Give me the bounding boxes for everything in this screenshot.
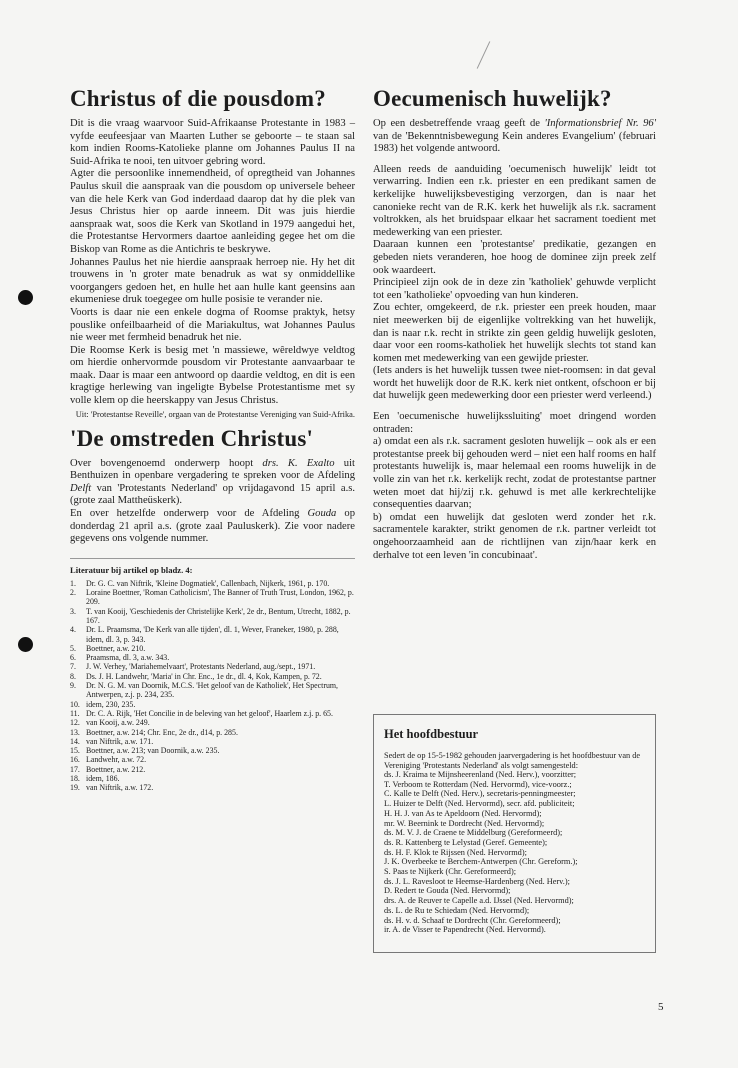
punch-hole-top [18, 290, 33, 305]
literature-item [70, 765, 355, 774]
box-intro: Sedert de op 15-5-1982 gehouden jaarvergadering is het hoofdbestuur van de Vereniging 'Protestants Nederland' als volgt samengesteld: [384, 751, 641, 770]
literature-item-number: 17. [70, 764, 80, 774]
board-member: T. Verboom te Rotterdam (Ned. Hervormd), vice-voorz.; [384, 779, 572, 789]
literature-item-text: Dr. N. G. M. van Doornik, M.C.S. 'Het geloof van de Katholiek', Het Spectrum, Antwerpen, z.j. p. 234, 235. [86, 681, 339, 700]
literature-item-text: van Niftrik, a.w. 171. [86, 736, 154, 746]
literature-item [70, 746, 355, 755]
board-member: ds. J. L. Ravesloot te Heemse-Hardenberg (Ned. Herv.); [384, 876, 570, 886]
literature-item-text: Praamsma, dl. 3, a.w. 343. [86, 653, 170, 663]
article-paragraph: Johannes Paulus het nie hierdie aanspraak herroep nie. Hy het dit trouwens in 'n groter mate benadruk as wat sy onmiddellike voorgangers gedoen het, en hulle het aan hulle kant geensins aan ekumeniese druk toegegee om hulle posisie te verander nie. [70, 256, 355, 306]
literature-item-text: Boettner, a.w. 212. [86, 764, 146, 774]
board-member: ds. H. F. Klok te Rijssen (Ned. Hervormd); [384, 847, 527, 857]
article-paragraph: Dit is die vraag waarvoor Suid-Afrikaanse Protestante in 1983 – vyfde eeufeesjaar van Maarten Luther se geboorte – te staan sal kom indien Rooms-Katolieke planne om Johannes Paulus II na Suid-Afrika te nooi, ten uitvoer gebring word. [70, 118, 355, 167]
board-member: C. Kalle te Delft (Ned. Herv.), secretaris-penningmeester; [384, 789, 576, 799]
literature-item-number: 5. [70, 643, 76, 653]
literature-item-text: Boettner, a.w. 210. [86, 643, 146, 653]
literature-item-number: 11. [70, 708, 80, 718]
literature-item-number: 18. [70, 774, 80, 784]
literature-item [70, 607, 355, 626]
board-member: drs. A. de Reuver te Capelle a.d. IJssel (Ned. Hervormd); [384, 896, 574, 906]
literature-item-number: 12. [70, 718, 80, 728]
literature-item-number: 9. [70, 681, 76, 691]
literature-item-number: 10. [70, 699, 80, 709]
literature-item [70, 588, 355, 607]
literature-item-text: idem, 186. [86, 774, 120, 784]
literature-item-text: Ds. J. H. Landwehr, 'Maria' in Chr. Enc., 1e dr., dl. 4, Kok, Kampen, p. 72. [86, 671, 322, 681]
literature-item [70, 709, 355, 718]
article-title-christus: Christus of die pousdom? [70, 86, 326, 111]
page-number: 5 [658, 1001, 664, 1013]
literature-item [70, 672, 355, 681]
literature-item-text: Boettner, a.w. 214; Chr. Enc, 2e dr., d14, p. 285. [86, 727, 238, 737]
literature-item-text: Landwehr, a.w. 72. [86, 755, 147, 765]
board-member: ds. J. Kraima te Mijnsheerenland (Ned. Herv.), voorzitter; [384, 770, 577, 779]
box-title: Het hoofdbestuur [384, 727, 479, 741]
board-member-list [384, 770, 645, 935]
article-paragraph: Daaraan kunnen een 'protestantse' predikatie, gezangen en gebeden niets veranderen, hoe hoog de dominee zijn preek zelf ook waardeert. [373, 239, 656, 276]
literature-item-number: 2. [70, 588, 76, 598]
literature-item [70, 774, 355, 783]
article-paragraph: Voorts is daar nie een enkele dogma of Roomse praktyk, hetsy pouslike onfeilbaarheid of die Mariakultus, wat Johannes Paulus nie weer met fermheid benadruk het nie. [70, 306, 355, 344]
literature-item [70, 681, 355, 700]
article-paragraph: Agter die persoonlike innemendheid, of opregtheid van Johannes Paulus skuil die aanspraak van die pousdom op universele beheer van die hele Kerk van God inderdaad daarop dat hy die plek van Jesus Christus hier op aarde inneem. Dit was juis hierdie aanspraak wat, soos die Kerk van Skotland in 1979 aangedui het, die Protestantse Hervormers daartoe aanleiding gegee het om die Biskop van Rome as die Antichris te beskrywe. [70, 168, 355, 255]
literature-item-text: Boettner, a.w. 213; van Doornik, a.w. 235. [86, 746, 220, 756]
literature-item-number: 7. [70, 662, 76, 672]
article-paragraph: Zou echter, omgekeerd, de r.k. priester een preek houden, maar niet meewerken bij de eigenlijke voltrekking van het huwelijk, dan is naar r.k. recht in strikte zin geen geldig huwelijk gesloten, daar voor een rooms-katholiek het huwelijk slechts tot stand kan komen met medewerking van een gewijde priester. [373, 302, 656, 364]
article-paragraph: a) omdat een als r.k. sacrament gesloten huwelijk – ook als er een protestantse preek bij gehouden werd – niet een half rooms en half protestants huwelijk is, maar helemaal een rooms huwelijk in de volle zin van het r.k. kerkelijk recht, zodat de protestantse partner weten moet dat hij/zij r.k. gehuwd is met alle kerkrechtelijke consequenties daarvan; [373, 436, 656, 511]
literature-item [70, 783, 355, 792]
literature-item-number: 4. [70, 625, 76, 635]
left-column [70, 86, 355, 793]
literature-item-number: 19. [70, 783, 80, 793]
board-member: ir. A. de Visser te Papendrecht (Ned. Hervormd). [384, 925, 546, 935]
announcement-paragraph: Over bovengenoemd onderwerp hoopt drs. K. Exalto uit Benthuizen in openbare vergadering te spreken voor de Afdeling Delft van 'Protestants Nederland' op vrijdagavond 15 april a.s. (grote zaal Mattheüskerk). [70, 457, 355, 507]
literature-item [70, 625, 355, 644]
literature-list [70, 579, 355, 793]
punch-hole-bottom [18, 637, 33, 652]
literature-item [70, 579, 355, 588]
board-member: ds. L. de Ru te Schiedam (Ned. Hervormd); [384, 905, 530, 915]
board-box [373, 714, 656, 953]
literature-item [70, 718, 355, 727]
literature-item [70, 755, 355, 764]
literature-item-number: 16. [70, 755, 80, 765]
literature-item-text: Loraine Boettner, 'Roman Catholicism', The Banner of Truth Trust, London, 1962, p. 209. [86, 588, 354, 607]
literature-item-text: Dr. L. Praamsma, 'De Kerk van alle tijden', dl. 1, Wever, Franeker, 1980, p. 288, idem, dl. 3, p. 343. [86, 625, 339, 644]
board-member: ds. H. v. d. Schaaf te Dordrecht (Chr. Gereformeerd); [384, 915, 561, 925]
literature-item [70, 737, 355, 746]
announcement-paragraph: En over hetzelfde onderwerp voor de Afdeling Gouda op donderdag 21 april a.s. (grote zaal Pauluskerk). Zie voor nadere gegevens ons volgende nummer. [70, 508, 355, 545]
board-member: mr. W. Beernink te Dordrecht (Ned. Hervormd); [384, 818, 545, 828]
literature-item-text: T. van Kooij, 'Geschiedenis der Christelijke Kerk', 2e dr., Bentum, Utrecht, 1882, p. 167. [86, 606, 351, 625]
article-source: Uit: 'Protestantse Reveille', orgaan van de Protestantse Vereniging van Suid-Afrika. [75, 409, 355, 419]
literature-heading: Literatuur bij artikel op bladz. 4: [70, 558, 355, 575]
right-column [373, 86, 656, 562]
article-paragraph: Alleen reeds de aanduiding 'oecumenisch huwelijk' leidt tot verwarring. Indien een r.k. priester en een predikant samen de kerkelijke huwelijksbevestiging verzorgen, dan is naar het canonieke recht van de R.K. kerk het huwelijk als r.k. sacrament voltrokken, als het bruidspaar elkaar het sacrament toedient met medewerking van een priester. [373, 163, 656, 238]
board-member: S. Paas te Nijkerk (Chr. Gereformeerd); [384, 867, 517, 877]
literature-item [70, 644, 355, 653]
literature-item [70, 653, 355, 662]
literature-item [70, 662, 355, 671]
literature-item-text: van Kooij, a.w. 249. [86, 718, 150, 728]
literature-item-number: 14. [70, 736, 80, 746]
literature-item-number: 15. [70, 746, 80, 756]
board-member: H. H. J. van As te Apeldoorn (Ned. Hervormd); [384, 808, 542, 818]
board-member: J. K. Overbeeke te Berchem-Antwerpen (Chr. Gereform.); [384, 857, 578, 867]
board-member: ds. M. V. J. de Craene te Middelburg (Gereformeerd); [384, 828, 563, 838]
literature-item-number: 13. [70, 727, 80, 737]
literature-item-text: van Niftrik, a.w. 172. [86, 783, 154, 793]
article-title-omstreden: 'De omstreden Christus' [70, 425, 314, 451]
literature-item-text: Dr. C. A. Rijk, 'Het Concilie in de beleving van het geloof', Haarlem z.j. p. 65. [86, 708, 333, 718]
article-paragraph: Principieel zijn ook de in deze zin 'katholiek' gehuwde verplicht tot een 'katholieke' opvoeding van hun kinderen. [373, 277, 656, 301]
article-title-huwelijk: Oecumenisch huwelijk? [373, 86, 612, 111]
literature-item [70, 700, 355, 709]
literature-item-number: 6. [70, 653, 76, 663]
article-paragraph: Die Roomse Kerk is besig met 'n massiewe, wêreldwye veldtog om hierdie onhervormde pousdom vir Protestante aanvaarbaar te maak. Daar is maar een antwoord op daardie veldtog, en dit is een kragtige herlewing van ingeligte Bybelse Protestantisme met sy volle klem op die heerskappy van Jesus Christus. [70, 344, 355, 407]
literature-item-number: 3. [70, 606, 76, 616]
article-paragraph: b) omdat een huwelijk dat gesloten werd zonder het r.k. sacramentele karakter, strikt genomen de r.k. partner verleidt tot ongehoorzaamheid aan de richtlijnen van zijn/haar kerk en derhalve tot een leven 'in concubinaat'. [373, 511, 656, 561]
literature-item-text: Dr. G. C. van Niftrik, 'Kleine Dogmatiek', Callenbach, Nijkerk, 1961, p. 170. [86, 578, 330, 588]
article-paragraph: (Iets anders is het huwelijk tussen twee niet-roomsen: in dat geval wordt het huwelijk door de R.K. kerk niet ontkent, ofschoon er bij dat huwelijk geen medewerking door een priester werd verleend.) [373, 365, 656, 402]
literature-item-text: idem, 230, 235. [86, 699, 136, 709]
literature-item-number: 8. [70, 671, 76, 681]
board-member: D. Redert te Gouda (Ned. Hervormd); [384, 886, 511, 896]
literature-item-number: 1. [70, 578, 76, 588]
board-member: ds. R. Kattenberg te Lelystad (Geref. Gemeente); [384, 837, 548, 847]
article-paragraph: Een 'oecumenische huwelijkssluiting' moet dringend worden ontraden: [373, 411, 656, 435]
pen-mark [477, 41, 491, 69]
literature-item-text: J. W. Verhey, 'Mariahemelvaart', Protestants Nederland, aug./sept., 1971. [86, 662, 316, 672]
board-member: L. Huizer te Delft (Ned. Hervormd), secr. afd. publiciteit; [384, 799, 575, 809]
article-intro: Op een desbetreffende vraag geeft de 'Informationsbrief Nr. 96' van de 'Bekenntnisbewegung Kein anderes Evangelium' (februari 1983) het volgende antwoord. [373, 118, 656, 155]
literature-item [70, 728, 355, 737]
